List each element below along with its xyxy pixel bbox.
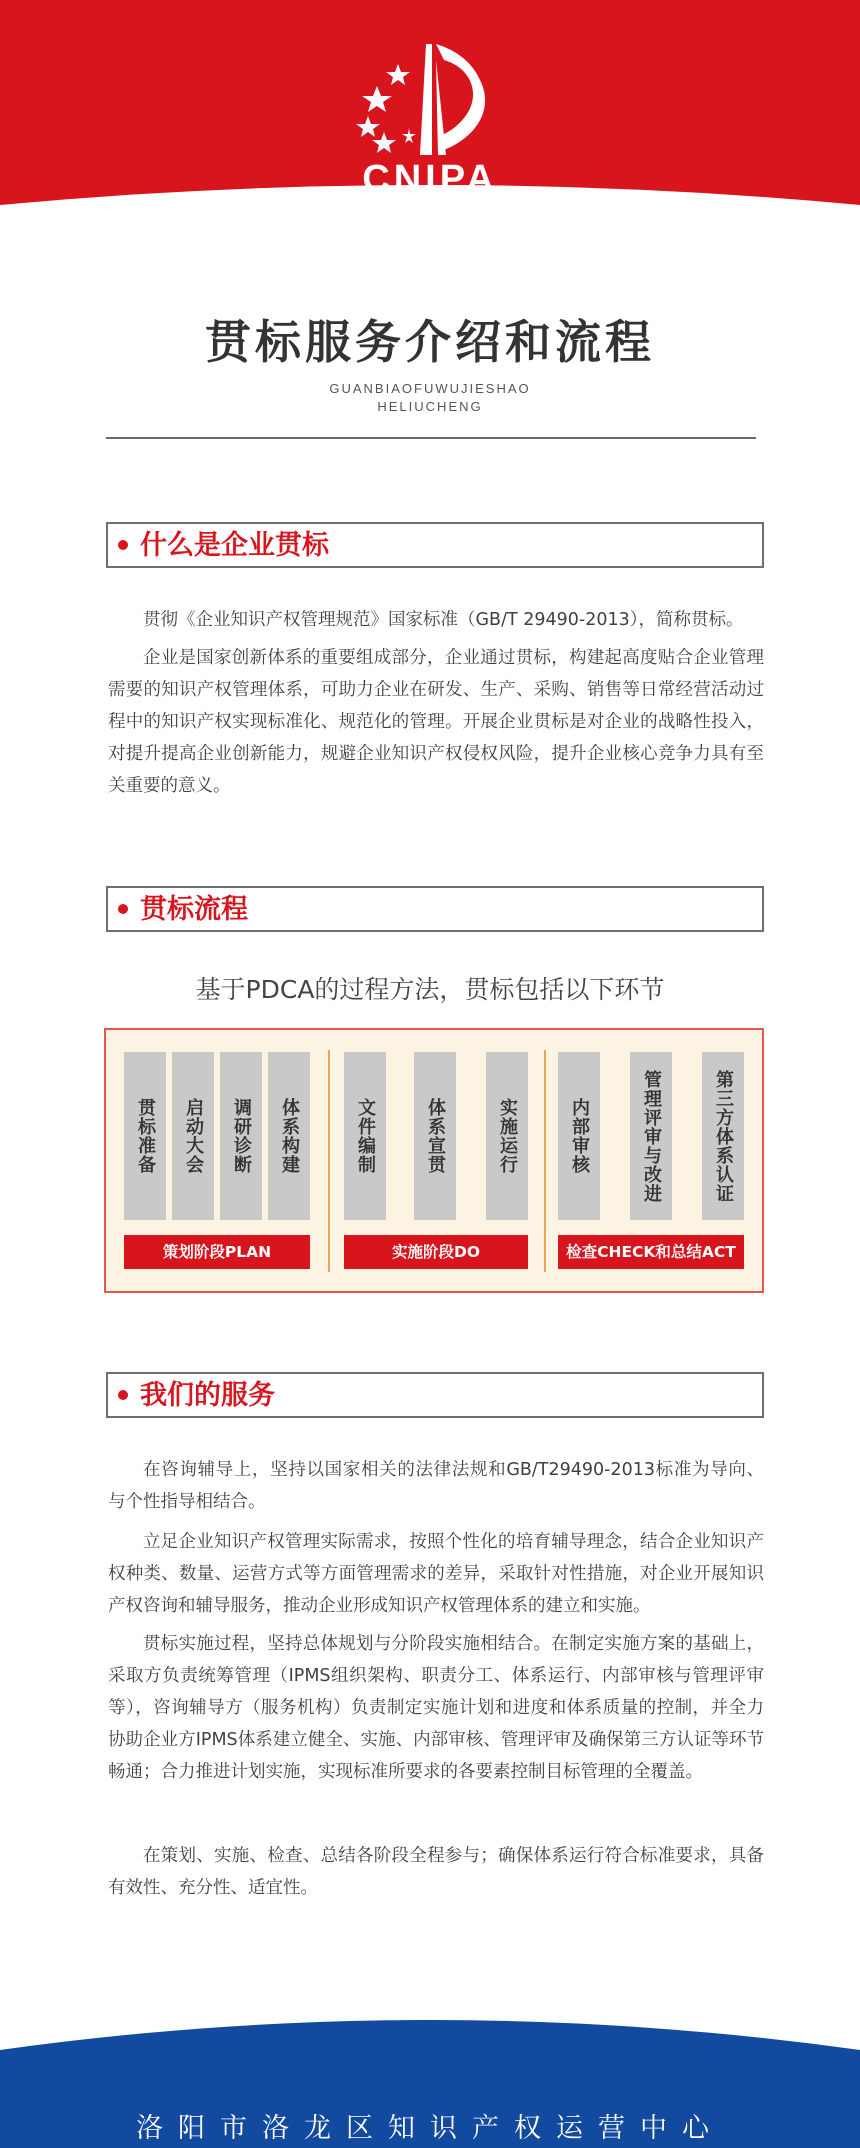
section-heading-text: 什么是企业贯标 <box>140 530 329 561</box>
stage-check-act-bar: 检查CHECK和总结ACT <box>558 1235 744 1269</box>
stage-separator <box>328 1050 330 1272</box>
logo-text: CNIPA <box>362 158 498 200</box>
section1-paragraph-2: 企业是国家创新体系的重要组成部分，企业通过贯标，构建起高度贴合企业管理需要的知识产权管理体系，可助力企业在研发、生产、采购、销售等日常经营活动过程中的知识产权实现标准化、规范化的管理。开展企业贯标是对企业的战略性投入，对提升提高企业创新能力，规避企业知识产权侵权风险，提升企业核心竞争力具有至关重要的意义。 <box>108 648 764 796</box>
title-divider <box>106 437 756 439</box>
step-label: 第三方体系认证 <box>713 1069 734 1203</box>
bullet-dot-icon <box>118 1390 128 1400</box>
step-card <box>558 1052 600 1220</box>
section3-paragraph-1: 在咨询辅导上，坚持以国家相关的法律法规和GB/T29490-2013标准为导向、与个性指导相结合。 <box>108 1460 764 1512</box>
footer-org-name: 洛阳市洛龙区知识产权运营中心 <box>136 2113 724 2144</box>
bullet-dot-icon <box>118 540 128 550</box>
step-label: 启动大会 <box>183 1098 204 1174</box>
pinyin-line-2: HELIUCHENG <box>377 399 483 414</box>
step-label: 管理评审与改进 <box>641 1069 662 1203</box>
step-label: 文件编制 <box>355 1098 376 1174</box>
process-flow-diagram <box>104 1028 764 1293</box>
step-card <box>486 1052 528 1220</box>
title-pinyin <box>0 380 860 416</box>
step-card <box>124 1052 166 1220</box>
pdca-subtitle: 基于PDCA的过程方法，贯标包括以下环节 <box>195 975 665 1004</box>
header-wave <box>0 0 860 240</box>
step-card <box>268 1052 310 1220</box>
pinyin-line-1: GUANBIAOFUWUJIESHAO <box>329 381 531 396</box>
section-heading-text: 贯标流程 <box>140 894 248 925</box>
footer-banner <box>0 1990 860 2148</box>
step-label: 内部审核 <box>569 1098 590 1174</box>
header-banner <box>0 0 860 240</box>
stage-plan-bar: 策划阶段PLAN <box>124 1235 310 1269</box>
stage-do-bar: 实施阶段DO <box>344 1235 528 1269</box>
section-process-heading <box>108 886 764 932</box>
section3-paragraph-3: 贯标实施过程，坚持总体规划与分阶段实施相结合。在制定实施方案的基础上，采取方负责统筹管理（IPMS组织架构、职责分工、体系运行、内部审核与管理评审等），咨询辅导方（服务机构）负责制定实施计划和进度和体系质量的控制，并全力协助企业方IPMS体系建立健全、实施、内部审核、管理评审及确保第三方认证等环节畅通；合力推进计划实施，实现标准所要求的各要素控制目标管理的全覆盖。 <box>108 1634 764 1782</box>
section-heading-text: 我们的服务 <box>140 1380 275 1411</box>
section-services-heading <box>108 1372 764 1418</box>
step-card <box>414 1052 456 1220</box>
step-card <box>172 1052 214 1220</box>
step-card <box>344 1052 386 1220</box>
step-label: 体系宣贯 <box>425 1098 446 1174</box>
bullet-dot-icon <box>118 904 128 914</box>
step-label: 调研诊断 <box>231 1098 252 1174</box>
section3-paragraph-4: 在策划、实施、检查、总结各阶段全程参与；确保体系运行符合标准要求，具备有效性、充分性、适宜性。 <box>108 1846 764 1898</box>
section-what-is-heading <box>108 522 764 568</box>
step-label: 体系构建 <box>279 1098 300 1174</box>
page-title: 贯标服务介绍和流程 <box>205 315 655 369</box>
section1-paragraph-1: 贯彻《企业知识产权管理规范》国家标准（GB/T 29490-2013），简称贯标。 <box>143 610 744 630</box>
step-card <box>630 1052 672 1220</box>
step-card <box>220 1052 262 1220</box>
stage-separator <box>544 1050 546 1272</box>
step-card <box>702 1052 744 1220</box>
section3-paragraph-2: 立足企业知识产权管理实际需求，按照个性化的培育辅导理念，结合企业知识产权种类、数量、运营方式等方面管理需求的差异，采取针对性措施，对企业开展知识产权咨询和辅导服务，推动企业形成知识产权管理体系的建立和实施。 <box>108 1532 764 1616</box>
step-label: 贯标准备 <box>135 1098 156 1174</box>
step-label: 实施运行 <box>497 1098 518 1174</box>
